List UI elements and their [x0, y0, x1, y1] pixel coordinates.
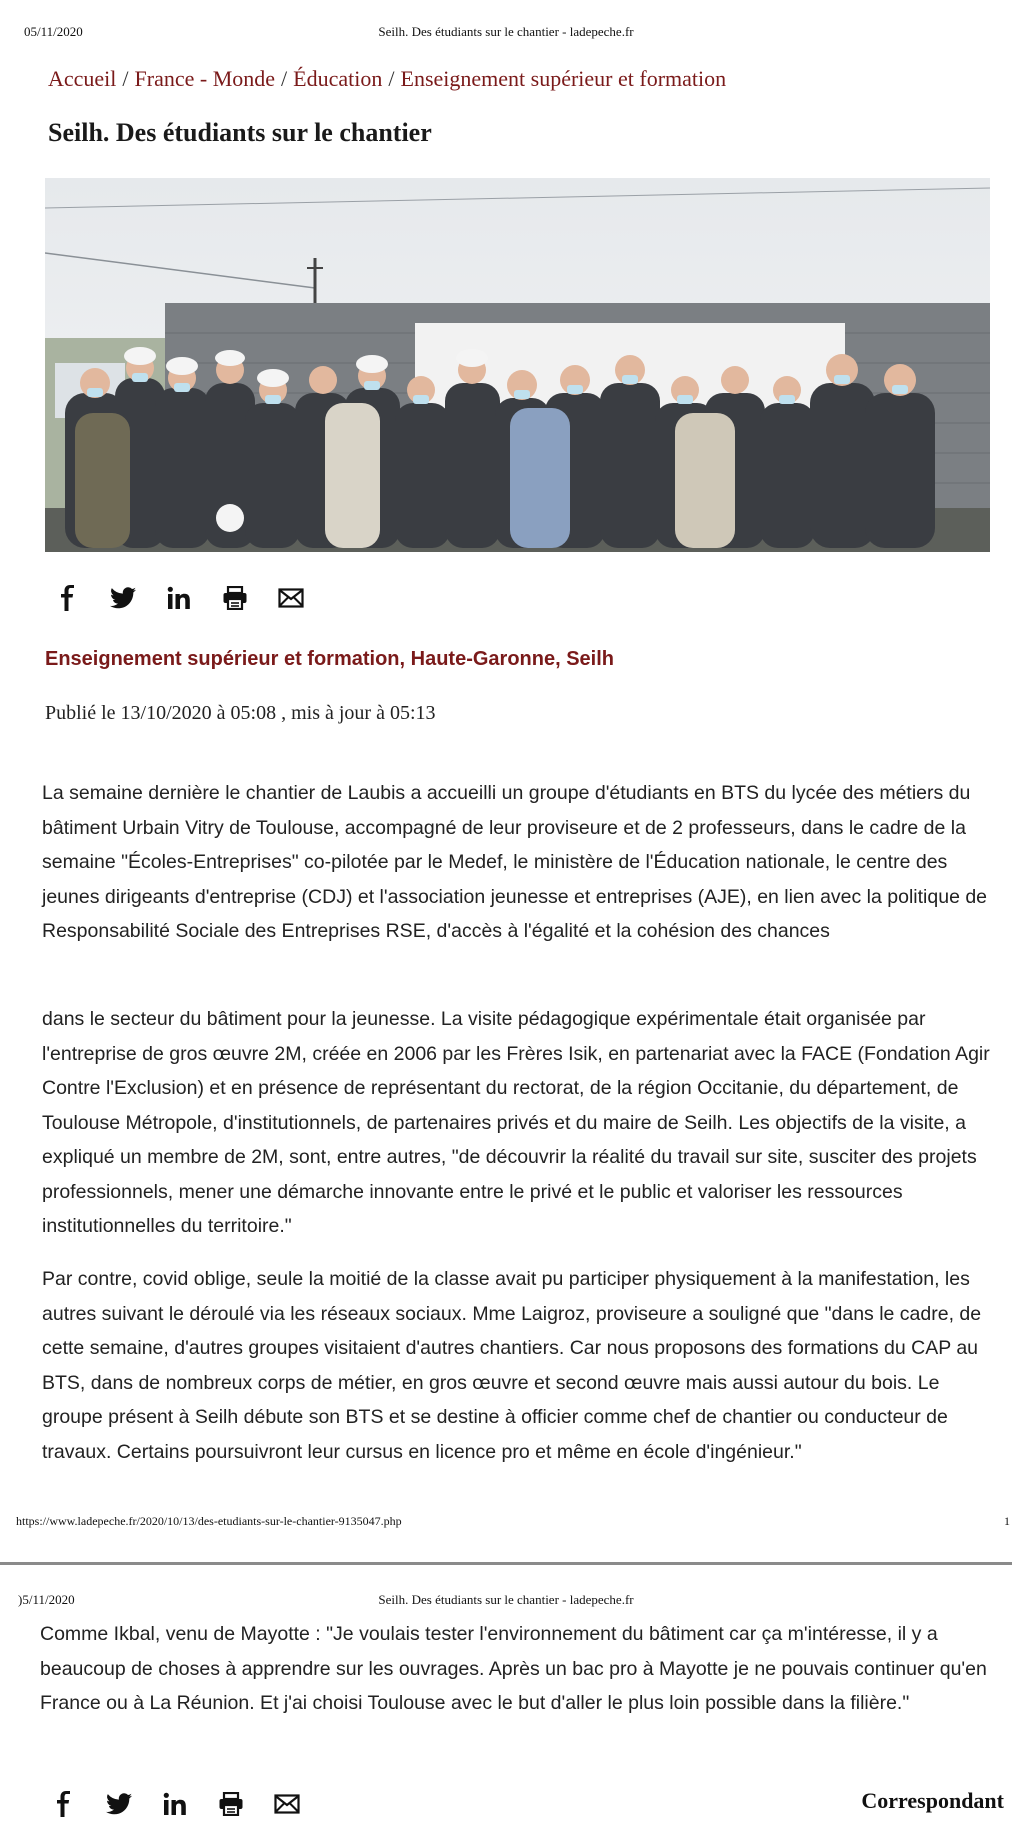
print-title: Seilh. Des étudiants sur le chantier - ladepeche.fr	[378, 24, 634, 39]
breadcrumb-enseignement[interactable]: Enseignement supérieur et formation	[400, 66, 727, 91]
email-icon[interactable]	[270, 1787, 304, 1821]
publish-date: Publié le 13/10/2020 à 05:08 , mis à jour à 05:13	[45, 702, 436, 724]
article-tags[interactable]: Enseignement supérieur et formation, Haute-Garonne, Seilh	[45, 648, 614, 670]
linkedin-icon[interactable]	[158, 1787, 192, 1821]
breadcrumb-separator: /	[388, 66, 395, 91]
share-bar-bottom	[46, 1784, 304, 1824]
print-icon[interactable]	[214, 1787, 248, 1821]
article-byline: Correspondant	[861, 1788, 1004, 1813]
linkedin-icon[interactable]	[162, 581, 196, 615]
share-bar	[50, 578, 308, 618]
article-paragraph: La semaine dernière le chantier de Laubis a accueilli un groupe d'étudiants en BTS du lycée des métiers du bâtiment Urbain Vitry de Toulouse, accompagné de leur proviseure et de 2 professeurs, dans le cadre de la semaine "Écoles-Entreprises" co-pilotée par le Medef, le ministère de l'Éducation nationale, le centre des jeunes dirigeants d'entreprise (CDJ) et l'association jeunesse et entreprises (AJE), en lien avec la politique de Responsabilité Sociale des Entreprises RSE, d'accès à l'égalité et la cohésion des chances	[42, 782, 988, 942]
print-footer	[16, 1514, 1012, 1529]
print-icon[interactable]	[218, 581, 252, 615]
email-icon[interactable]	[274, 581, 308, 615]
facebook-icon[interactable]	[46, 1787, 80, 1821]
print-page-number: 1	[1004, 1514, 1010, 1528]
print-title: Seilh. Des étudiants sur le chantier - ladepeche.fr	[378, 1592, 634, 1607]
breadcrumb-separator: /	[281, 66, 288, 91]
print-url: https://www.ladepeche.fr/2020/10/13/des-etudiants-sur-le-chantier-9135047.php	[16, 1514, 402, 1528]
breadcrumb-education[interactable]: Éducation	[293, 66, 383, 91]
article-paragraph: Par contre, covid oblige, seule la moitié de la classe avait pu participer physiquement à la manifestation, les autres suivant le déroulé via les réseaux sociaux. Mme Laigroz, proviseure a souligné que "dans le cadre, de cette semaine, d'autres groupes visitaient d'autres chantiers. Car nous proposons des formations du CAP au BTS, dans de nombreux corps de métier, en gros œuvre et second œuvre mais aussi autour du bois. Le groupe présent à Seilh débute son BTS et se destine à officier comme chef de chantier ou conducteur de travaux. Certains poursuivront leur cursus en licence pro et même en école d'ingénieur."	[42, 1268, 982, 1463]
article-title: Seilh. Des étudiants sur le chantier	[48, 118, 432, 147]
article-paragraph: Comme Ikbal, venu de Mayotte : "Je voulais tester l'environnement du bâtiment car ça m'intéresse, il y a beaucoup de choses à apprendre sur les ouvrages. Après un bac pro à Mayotte je ne pouvais continuer qu'en France ou à La Réunion. Et j'ai choisi Toulouse avec le but d'aller le plus loin possible dans la filière."	[40, 1623, 987, 1714]
breadcrumb-france-monde[interactable]: France - Monde	[134, 66, 276, 91]
breadcrumb-separator: /	[122, 66, 129, 91]
breadcrumb-accueil[interactable]: Accueil	[48, 66, 117, 91]
print-date: 05/11/2020	[24, 24, 83, 39]
page-divider	[0, 1562, 1012, 1565]
article-photo	[45, 178, 990, 552]
article-paragraph: dans le secteur du bâtiment pour la jeunesse. La visite pédagogique expérimentale était organisée par l'entreprise de gros œuvre 2M, créée en 2006 par les Frères Isik, en partenariat avec la FACE (Fondation Agir Contre l'Exclusion) et en présence de représentant du rectorat, de la région Occitanie, du département, de Toulouse Métropole, d'institutionnels, de partenaires privés et du maire de Seilh. Les objectifs de la visite, a expliqué un membre de 2M, sont, entre autres, "de découvrir la réalité du travail sur site, susciter des projets professionnels, mener une démarche innovante entre le privé et le public et valoriser les ressources institutionnelles du territoire."	[42, 1008, 990, 1237]
facebook-icon[interactable]	[50, 581, 84, 615]
breadcrumb	[48, 66, 726, 92]
twitter-icon[interactable]	[106, 581, 140, 615]
twitter-icon[interactable]	[102, 1787, 136, 1821]
print-date: )5/11/2020	[18, 1592, 75, 1607]
